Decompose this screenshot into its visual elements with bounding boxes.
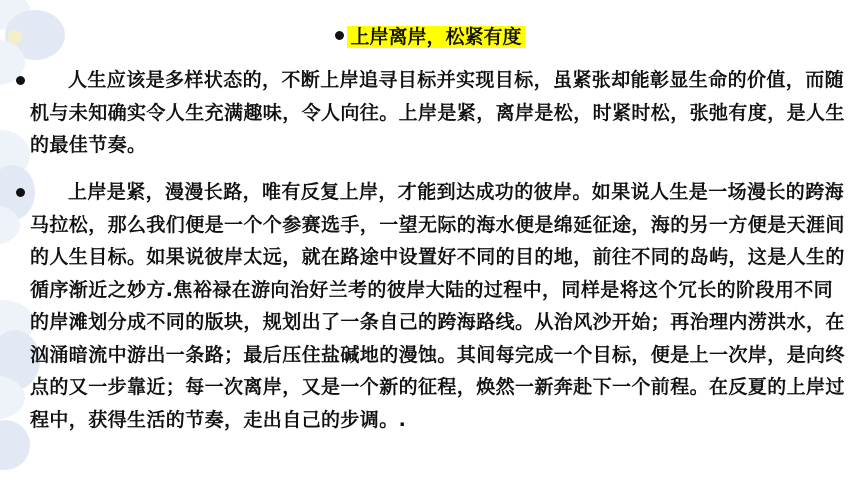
- bullet-dot-icon: [335, 31, 344, 40]
- paragraph: [30, 176, 845, 436]
- paragraph-text: 上岸是紧，漫漫长路，唯有反复上岸，才能到达成功的彼岸。如果说人生是一场漫长的跨海马拉松，那么我们便是一个个参赛选手，一望无际的海水便是绵延征途，海的另一方便是天涯间的人生目标。如果说彼岸太远，就在路途中设置好不同的目的地，前往不同的岛屿，这是人生的循序渐近之妙方.焦裕禄在游向治好兰考的彼岸大陆的过程中，同样是将这个冗长的阶段用不同的岸滩划分成不同的版块，规划出了一条自己的跨海路线。从治风沙开始；再治理内涝洪水，在汹涌暗流中游出一条路；最后压住盐碱地的漫蚀。其间每完成一个目标，便是上一次岸，是向终点的又一步靠近；每一次离岸，又是一个新的征程，焕然一新奔赴下一个前程。在反夏的上岸过程中，获得生活的节奏，走出自己的步调。.: [30, 181, 845, 431]
- heading-title: 上岸离岸，松紧有度: [347, 26, 524, 48]
- paragraph: [30, 64, 845, 162]
- paragraph-text: 人生应该是多样状态的，不断上岸追寻目标并实现目标，虽紧张却能彰显生命的价值，而随机与未知确实令人生充满趣味，令人向往。上岸是紧，离岸是松，时紧时松，张弛有度，是人生的最佳节奏。: [30, 69, 845, 156]
- heading: [0, 22, 860, 52]
- bullet-dot-icon: [16, 188, 25, 197]
- bullet-dot-icon: [16, 76, 25, 85]
